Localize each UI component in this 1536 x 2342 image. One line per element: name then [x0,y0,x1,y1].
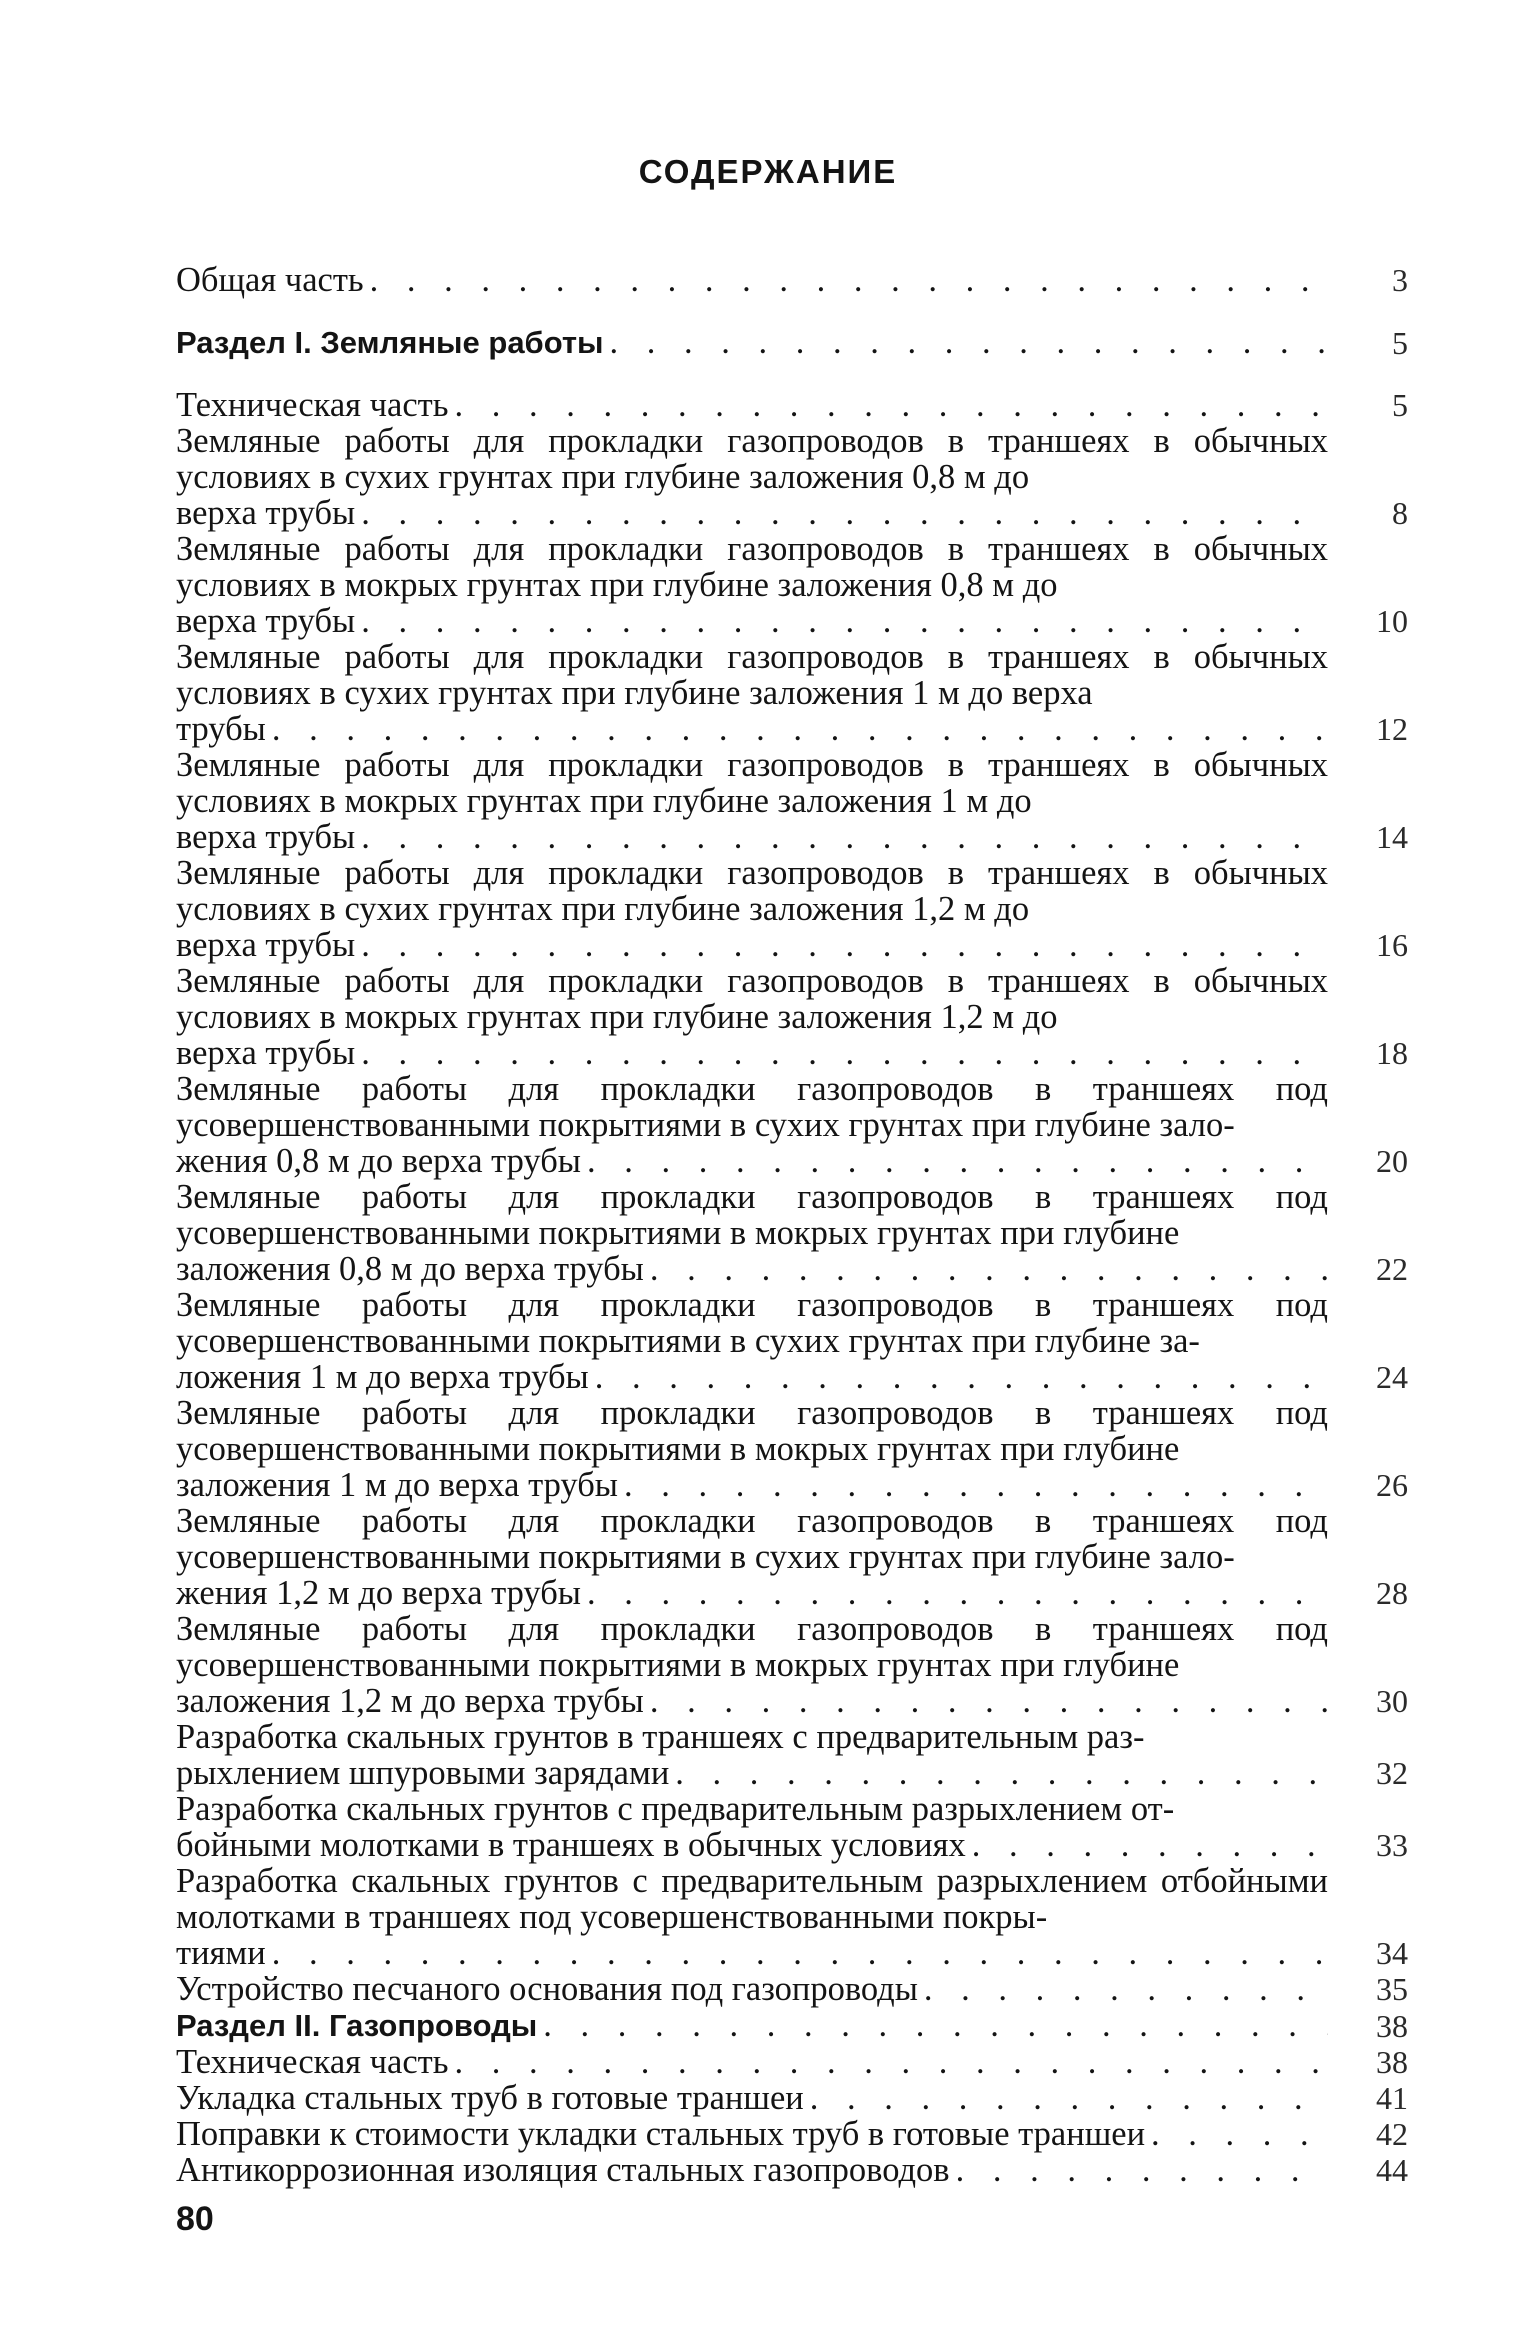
toc-entry-title-end: заложения 1 м до верха трубы [176,1466,618,1504]
toc-entry-title-end: Техническая часть [176,386,449,424]
dot-leader [454,387,1328,423]
toc-entry-title: Земляные работы для прокладки газопроводов в траншеях под усовершенствованными покрытиями в мокрых грунтах при глубине [176,1178,1328,1252]
dot-leader [543,2007,1328,2043]
toc-entry [176,1611,1408,1719]
toc-entry [176,2152,1408,2188]
toc-entry-title-end: трубы [176,710,266,748]
dot-leader [370,262,1328,298]
toc-entry-line [176,927,1328,963]
toc-entry-title-end: ложения 1 м до верха трубы [176,1358,589,1396]
toc-page-number: 22 [1376,1251,1408,1287]
dot-leader [361,927,1328,963]
dot-leader [956,2152,1328,2188]
toc-page-number: 16 [1376,927,1408,963]
toc-entry [176,1395,1408,1503]
toc-entry-line [176,1035,1328,1071]
toc-entry-line [176,1359,1328,1395]
toc-entry-line [176,262,1328,298]
toc-entry-title: Земляные работы для прокладки газопроводов в траншеях в обычных условиях в сухих грунтах при глубине заложения 1,2 м до [176,854,1328,928]
dot-leader [650,1251,1328,1287]
toc-page-number: 30 [1376,1683,1408,1719]
toc-entry-line [176,1251,1328,1287]
toc-entry-line [176,2116,1328,2152]
dot-leader [272,1935,1328,1971]
toc-page-number: 44 [1376,2152,1408,2188]
toc-page-number: 5 [1392,325,1408,361]
toc-page-number: 34 [1376,1935,1408,1971]
toc-entry-title-end: заложения 0,8 м до верха трубы [176,1250,644,1288]
toc-page-number: 8 [1392,495,1408,531]
dot-leader [624,1467,1328,1503]
toc-entry-line [176,1935,1328,1971]
toc-entry-line [176,387,1328,423]
toc-entry [176,1179,1408,1287]
toc-entry-title: Земляные работы для прокладки газопроводов в траншеях в обычных условиях в сухих грунтах при глубине заложения 1 м до верха [176,638,1328,712]
toc-entry [176,1503,1408,1611]
dot-leader [361,495,1328,531]
toc-entry [176,387,1408,423]
toc-page-number: 24 [1376,1359,1408,1395]
toc-entry-title-end: верха трубы [176,818,356,856]
toc-page-number: 18 [1376,1035,1408,1071]
toc-entry [176,2044,1408,2080]
toc-entry-title: Земляные работы для прокладки газопроводов в траншеях в обычных условиях в сухих грунтах при глубине заложения 0,8 м до [176,422,1328,496]
toc-entry [176,324,1408,361]
toc-entry [176,423,1408,531]
toc-entry-title-end: Техническая часть [176,2043,449,2081]
toc-entry-line [176,1575,1328,1611]
dot-leader [675,1755,1328,1791]
toc-entry-title: Разработка скальных грунтов с предварительным разрыхлением от- [176,1790,1175,1828]
toc-page-number: 33 [1376,1827,1408,1863]
toc-entry [176,1863,1408,1971]
toc-page-number: 38 [1376,2008,1408,2044]
toc-page-number: 20 [1376,1143,1408,1179]
toc-entry [176,262,1408,298]
toc-entry-line [176,1143,1328,1179]
toc-entry [176,963,1408,1071]
page-title: СОДЕРЖАНИЕ [638,153,898,190]
toc-entry-title-end: заложения 1,2 м до верха трубы [176,1682,644,1720]
toc-page-number: 32 [1376,1755,1408,1791]
toc-entry-title-end: верха трубы [176,602,356,640]
dot-leader [454,2044,1328,2080]
toc-entry [176,1719,1408,1791]
section-heading: Раздел II. Газопроводы [176,2008,538,2043]
toc-entry [176,2007,1408,2044]
toc-entry-title-end: верха трубы [176,1034,356,1072]
toc-entry-title: Земляные работы для прокладки газопроводов в траншеях под усовершенствованными покрытиями в сухих грунтах при глубине зало- [176,1070,1328,1144]
toc-entry-title-end: жения 0,8 м до верха трубы [176,1142,581,1180]
toc-entry-line [176,1467,1328,1503]
toc-entry-title-end: жения 1,2 м до верха трубы [176,1574,581,1612]
toc-entry-title-end: Общая часть [176,261,364,299]
toc-entry-title-end: Укладка стальных труб в готовые траншеи [176,2079,804,2117]
toc-entry [176,2080,1408,2116]
dot-leader [972,1827,1328,1863]
toc-page-number: 14 [1376,819,1408,855]
toc-entry [176,1791,1408,1863]
table-of-contents [176,262,1408,2188]
toc-entry-line [176,324,1328,361]
toc-page-number: 26 [1376,1467,1408,1503]
toc-entry [176,1971,1408,2007]
dot-leader [587,1575,1328,1611]
toc-entry-title-end: верха трубы [176,926,356,964]
toc-entry-line [176,2152,1328,2188]
toc-entry-title: Земляные работы для прокладки газопроводов в траншеях под усовершенствованными покрытиями в мокрых грунтах при глубине [176,1394,1328,1468]
toc-entry-line [176,1683,1328,1719]
toc-entry-line [176,819,1328,855]
toc-page-number: 5 [1392,387,1408,423]
toc-entry [176,2116,1408,2152]
toc-page-number: 35 [1376,1971,1408,2007]
toc-entry [176,747,1408,855]
toc-entry-title: Разработка скальных грунтов с предварительным разрыхлением отбойными молотками в траншеях под усовершенствованными покры- [176,1862,1328,1936]
dot-leader [810,2080,1328,2116]
toc-entry-title: Разработка скальных грунтов в траншеях с предварительным раз- [176,1718,1145,1756]
toc-entry [176,531,1408,639]
toc-entry-title: Земляные работы для прокладки газопроводов в траншеях в обычных условиях в мокрых грунтах при глубине заложения 1 м до [176,746,1328,820]
dot-leader [361,819,1328,855]
toc-page-number: 42 [1376,2116,1408,2152]
toc-entry [176,855,1408,963]
toc-entry-line [176,2044,1328,2080]
dot-leader [595,1359,1328,1395]
dot-leader [361,603,1328,639]
dot-leader [272,711,1328,747]
toc-entry-line [176,2080,1328,2116]
toc-entry-title-end: тиями [176,1934,266,1972]
dot-leader [587,1143,1328,1179]
toc-entry-title-end: Поправки к стоимости укладки стальных труб в готовые траншеи [176,2115,1146,2153]
toc-entry-line [176,1755,1328,1791]
toc-entry-title: Земляные работы для прокладки газопроводов в траншеях под усовершенствованными покрытиями в сухих грунтах при глубине за- [176,1286,1328,1360]
toc-entry [176,639,1408,747]
dot-leader [650,1683,1328,1719]
toc-page-number: 41 [1376,2080,1408,2116]
toc-entry-line [176,1827,1328,1863]
toc-entry-title: Земляные работы для прокладки газопроводов в траншеях под усовершенствованными покрытиями в сухих грунтах при глубине зало- [176,1502,1328,1576]
toc-page-number: 3 [1392,262,1408,298]
toc-entry-line [176,711,1328,747]
toc-entry-line [176,2007,1328,2044]
toc-entry [176,1071,1408,1179]
toc-entry [176,1287,1408,1395]
toc-page-number: 10 [1376,603,1408,639]
toc-page-number: 12 [1376,711,1408,747]
toc-entry-title: Земляные работы для прокладки газопроводов в траншеях в обычных условиях в мокрых грунтах при глубине заложения 0,8 м до [176,530,1328,604]
toc-page-number: 28 [1376,1575,1408,1611]
toc-entry-title: Земляные работы для прокладки газопроводов в траншеях в обычных условиях в мокрых грунтах при глубине заложения 1,2 м до [176,962,1328,1036]
dot-leader [610,324,1328,360]
dot-leader [924,1971,1328,2007]
page-number: 80 [176,2200,214,2238]
section-heading: Раздел I. Земляные работы [176,325,604,360]
toc-page-number: 38 [1376,2044,1408,2080]
toc-entry-title-end: бойными молотками в траншеях в обычных условиях [176,1826,966,1864]
toc-entry-title: Земляные работы для прокладки газопроводов в траншеях под усовершенствованными покрытиями в мокрых грунтах при глубине [176,1610,1328,1684]
toc-entry-title-end: верха трубы [176,494,356,532]
toc-entry-line [176,1971,1328,2007]
toc-entry-line [176,495,1328,531]
toc-entry-title-end: Устройство песчаного основания под газопроводы [176,1970,918,2008]
toc-entry-title-end: Антикоррозионная изоляция стальных газопроводов [176,2151,950,2189]
toc-entry-line [176,603,1328,639]
dot-leader [1151,2116,1328,2152]
toc-entry-title-end: рыхлением шпуровыми зарядами [176,1754,670,1792]
dot-leader [361,1035,1328,1071]
